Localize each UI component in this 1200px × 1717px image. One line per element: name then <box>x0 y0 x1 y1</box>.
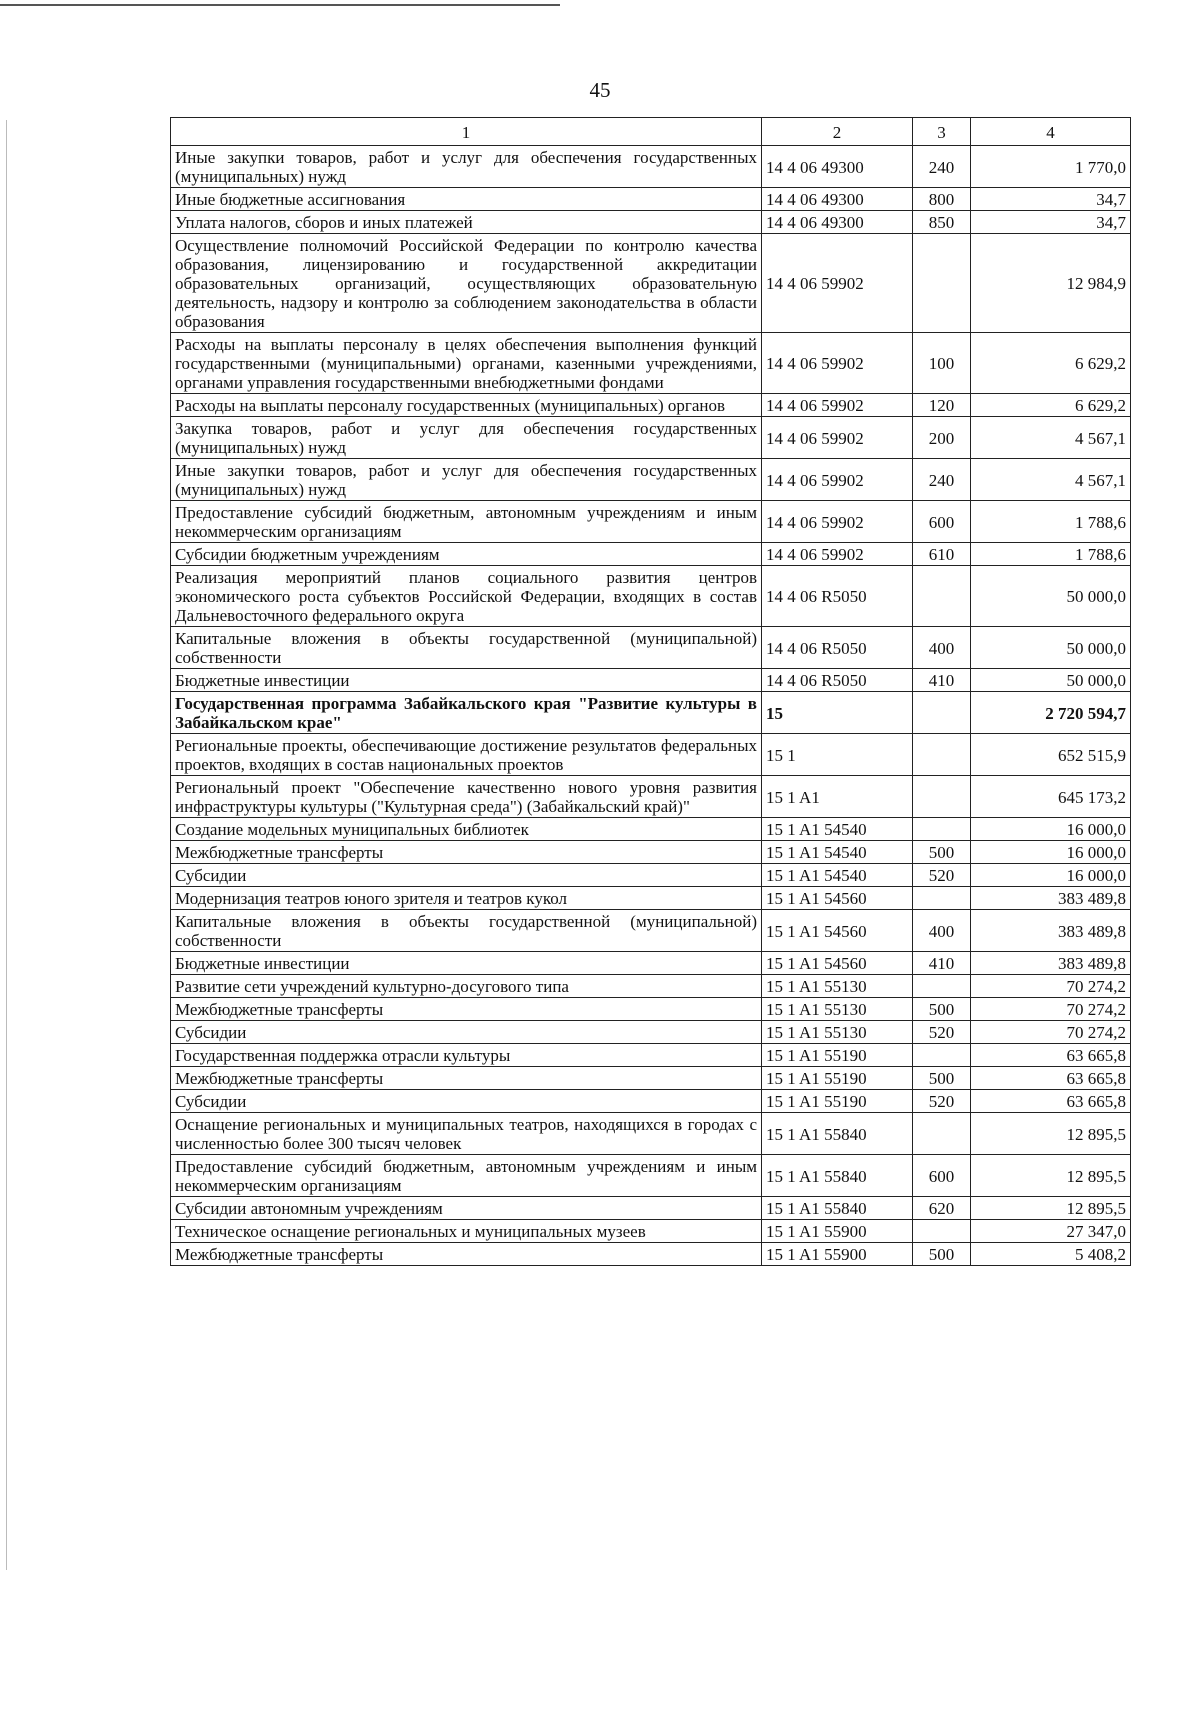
page-number: 45 <box>589 78 611 102</box>
table-row <box>171 1113 1131 1155</box>
row-code-cell: 15 1 A1 <box>762 776 913 818</box>
row-name-cell: Закупка товаров, работ и услуг для обеспечения государственных (муниципальных) нужд <box>171 417 762 459</box>
table-row <box>171 501 1131 543</box>
table-row <box>171 669 1131 692</box>
row-amount-cell: 70 274,2 <box>971 1021 1131 1044</box>
row-code-cell: 14 4 06 49300 <box>762 211 913 234</box>
row-type-cell: 520 <box>913 864 971 887</box>
table-row <box>171 864 1131 887</box>
row-name-cell: Оснащение региональных и муниципальных театров, находящихся в городах с численностью более 300 тысяч человек <box>171 1113 762 1155</box>
row-amount-cell: 70 274,2 <box>971 975 1131 998</box>
row-name-cell: Реализация мероприятий планов социального развития центров экономического роста субъектов Российской Федерации, входящих в состав Дальневосточного федерального округа <box>171 566 762 627</box>
row-name-cell: Модернизация театров юного зрителя и театров кукол <box>171 887 762 910</box>
row-name-cell: Субсидии автономным учреждениям <box>171 1197 762 1220</box>
row-name-cell: Расходы на выплаты персоналу государственных (муниципальных) органов <box>171 394 762 417</box>
table-row <box>171 459 1131 501</box>
table-row <box>171 841 1131 864</box>
row-code-cell: 14 4 06 49300 <box>762 146 913 188</box>
table-row <box>171 1220 1131 1243</box>
row-amount-cell: 1 770,0 <box>971 146 1131 188</box>
row-type-cell: 520 <box>913 1021 971 1044</box>
column-header-code: 2 <box>762 118 913 146</box>
row-amount-cell: 12 984,9 <box>971 234 1131 333</box>
row-code-cell: 15 1 <box>762 734 913 776</box>
row-amount-cell: 4 567,1 <box>971 459 1131 501</box>
row-code-cell: 14 4 06 R5050 <box>762 566 913 627</box>
row-name-cell: Осуществление полномочий Российской Федерации по контролю качества образования, лицензированию и государственной аккредитации образовательных организаций, осуществляющих образовательную деятельность, надзору и контролю за соблюдением законодательства в области образования <box>171 234 762 333</box>
row-type-cell: 200 <box>913 417 971 459</box>
row-amount-cell: 63 665,8 <box>971 1067 1131 1090</box>
row-type-cell: 600 <box>913 501 971 543</box>
row-amount-cell: 34,7 <box>971 188 1131 211</box>
row-code-cell: 15 1 A1 55130 <box>762 998 913 1021</box>
row-name-cell: Межбюджетные трансферты <box>171 998 762 1021</box>
table-row <box>171 211 1131 234</box>
row-amount-cell: 1 788,6 <box>971 543 1131 566</box>
row-code-cell: 15 1 A1 55190 <box>762 1044 913 1067</box>
row-code-cell: 15 <box>762 692 913 734</box>
row-type-cell <box>913 776 971 818</box>
row-type-cell <box>913 734 971 776</box>
row-name-cell: Субсидии <box>171 1090 762 1113</box>
row-amount-cell: 34,7 <box>971 211 1131 234</box>
row-code-cell: 14 4 06 59902 <box>762 417 913 459</box>
row-type-cell: 800 <box>913 188 971 211</box>
row-code-cell: 15 1 A1 55130 <box>762 975 913 998</box>
row-type-cell: 520 <box>913 1090 971 1113</box>
row-amount-cell: 16 000,0 <box>971 864 1131 887</box>
row-code-cell: 15 1 A1 55840 <box>762 1197 913 1220</box>
row-name-cell: Иные закупки товаров, работ и услуг для обеспечения государственных (муниципальных) нужд <box>171 146 762 188</box>
row-type-cell: 610 <box>913 543 971 566</box>
row-name-cell: Предоставление субсидий бюджетным, автономным учреждениям и иным некоммерческим организациям <box>171 1155 762 1197</box>
row-amount-cell: 1 788,6 <box>971 501 1131 543</box>
row-code-cell: 15 1 A1 55900 <box>762 1243 913 1266</box>
row-type-cell: 500 <box>913 841 971 864</box>
row-amount-cell: 2 720 594,7 <box>971 692 1131 734</box>
row-code-cell: 14 4 06 R5050 <box>762 627 913 669</box>
row-name-cell: Техническое оснащение региональных и муниципальных музеев <box>171 1220 762 1243</box>
row-type-cell: 240 <box>913 146 971 188</box>
row-amount-cell: 383 489,8 <box>971 910 1131 952</box>
table-row <box>171 692 1131 734</box>
table-row <box>171 333 1131 394</box>
table-row <box>171 394 1131 417</box>
table-row <box>171 566 1131 627</box>
column-header-name: 1 <box>171 118 762 146</box>
row-amount-cell: 12 895,5 <box>971 1197 1131 1220</box>
row-code-cell: 15 1 A1 54540 <box>762 818 913 841</box>
scan-edge-line <box>0 4 560 6</box>
row-code-cell: 15 1 A1 54560 <box>762 887 913 910</box>
row-code-cell: 14 4 06 59902 <box>762 333 913 394</box>
row-amount-cell: 5 408,2 <box>971 1243 1131 1266</box>
row-name-cell: Предоставление субсидий бюджетным, автономным учреждениям и иным некоммерческим организациям <box>171 501 762 543</box>
row-type-cell: 500 <box>913 1067 971 1090</box>
scan-margin-line <box>6 120 7 1570</box>
table-row <box>171 1090 1131 1113</box>
table-row <box>171 188 1131 211</box>
row-name-cell: Развитие сети учреждений культурно-досугового типа <box>171 975 762 998</box>
row-name-cell: Субсидии <box>171 864 762 887</box>
table-row <box>171 818 1131 841</box>
table-row <box>171 627 1131 669</box>
row-type-cell: 120 <box>913 394 971 417</box>
table-row <box>171 543 1131 566</box>
row-code-cell: 14 4 06 49300 <box>762 188 913 211</box>
row-amount-cell: 50 000,0 <box>971 669 1131 692</box>
row-amount-cell: 16 000,0 <box>971 818 1131 841</box>
row-amount-cell: 645 173,2 <box>971 776 1131 818</box>
row-name-cell: Бюджетные инвестиции <box>171 669 762 692</box>
table-row <box>171 998 1131 1021</box>
table-row <box>171 952 1131 975</box>
budget-table <box>170 117 1131 1266</box>
row-code-cell: 14 4 06 59902 <box>762 501 913 543</box>
row-code-cell: 14 4 06 R5050 <box>762 669 913 692</box>
table-body <box>171 146 1131 1266</box>
row-amount-cell: 4 567,1 <box>971 417 1131 459</box>
row-code-cell: 14 4 06 59902 <box>762 394 913 417</box>
table-row <box>171 146 1131 188</box>
row-type-cell <box>913 234 971 333</box>
row-type-cell: 100 <box>913 333 971 394</box>
row-type-cell: 400 <box>913 627 971 669</box>
row-code-cell: 15 1 A1 55840 <box>762 1113 913 1155</box>
column-header-amount: 4 <box>971 118 1131 146</box>
row-type-cell <box>913 818 971 841</box>
row-type-cell <box>913 692 971 734</box>
row-type-cell: 850 <box>913 211 971 234</box>
row-name-cell: Капитальные вложения в объекты государственной (муниципальной) собственности <box>171 627 762 669</box>
row-name-cell: Создание модельных муниципальных библиотек <box>171 818 762 841</box>
row-amount-cell: 12 895,5 <box>971 1113 1131 1155</box>
table-row <box>171 1067 1131 1090</box>
row-amount-cell: 12 895,5 <box>971 1155 1131 1197</box>
row-code-cell: 15 1 A1 55130 <box>762 1021 913 1044</box>
row-type-cell: 240 <box>913 459 971 501</box>
row-amount-cell: 50 000,0 <box>971 627 1131 669</box>
row-amount-cell: 383 489,8 <box>971 887 1131 910</box>
row-code-cell: 15 1 A1 54540 <box>762 864 913 887</box>
row-code-cell: 15 1 A1 54560 <box>762 952 913 975</box>
row-amount-cell: 6 629,2 <box>971 333 1131 394</box>
row-name-cell: Региональный проект "Обеспечение качественно нового уровня развития инфраструктуры культуры ("Культурная среда") (Забайкальский край)" <box>171 776 762 818</box>
row-amount-cell: 27 347,0 <box>971 1220 1131 1243</box>
row-type-cell <box>913 1113 971 1155</box>
row-code-cell: 14 4 06 59902 <box>762 459 913 501</box>
row-name-cell: Расходы на выплаты персоналу в целях обеспечения выполнения функций государственными (муниципальными) органами, казенными учреждениями, органами управления государственными внебюджетными фондами <box>171 333 762 394</box>
row-code-cell: 15 1 A1 55900 <box>762 1220 913 1243</box>
row-name-cell: Государственная поддержка отрасли культуры <box>171 1044 762 1067</box>
table-row <box>171 734 1131 776</box>
row-amount-cell: 63 665,8 <box>971 1090 1131 1113</box>
row-name-cell: Иные бюджетные ассигнования <box>171 188 762 211</box>
table-row <box>171 776 1131 818</box>
table-row <box>171 234 1131 333</box>
column-header-type: 3 <box>913 118 971 146</box>
row-code-cell: 14 4 06 59902 <box>762 543 913 566</box>
row-type-cell: 620 <box>913 1197 971 1220</box>
row-code-cell: 14 4 06 59902 <box>762 234 913 333</box>
row-name-cell: Субсидии бюджетным учреждениям <box>171 543 762 566</box>
row-name-cell: Межбюджетные трансферты <box>171 1243 762 1266</box>
row-name-cell: Уплата налогов, сборов и иных платежей <box>171 211 762 234</box>
row-name-cell: Бюджетные инвестиции <box>171 952 762 975</box>
row-type-cell: 500 <box>913 998 971 1021</box>
row-type-cell <box>913 1220 971 1243</box>
row-name-cell: Капитальные вложения в объекты государственной (муниципальной) собственности <box>171 910 762 952</box>
row-name-cell: Межбюджетные трансферты <box>171 841 762 864</box>
header-row <box>171 118 1131 146</box>
table-row <box>171 1243 1131 1266</box>
row-name-cell: Государственная программа Забайкальского края "Развитие культуры в Забайкальском крае" <box>171 692 762 734</box>
table-row <box>171 1197 1131 1220</box>
row-type-cell <box>913 887 971 910</box>
row-code-cell: 15 1 A1 55190 <box>762 1090 913 1113</box>
row-name-cell: Иные закупки товаров, работ и услуг для обеспечения государственных (муниципальных) нужд <box>171 459 762 501</box>
row-amount-cell: 63 665,8 <box>971 1044 1131 1067</box>
row-type-cell: 600 <box>913 1155 971 1197</box>
table-row <box>171 1044 1131 1067</box>
table-row <box>171 887 1131 910</box>
row-type-cell: 400 <box>913 910 971 952</box>
row-amount-cell: 383 489,8 <box>971 952 1131 975</box>
row-type-cell: 410 <box>913 669 971 692</box>
table-row <box>171 417 1131 459</box>
row-name-cell: Субсидии <box>171 1021 762 1044</box>
row-type-cell <box>913 566 971 627</box>
row-name-cell: Межбюджетные трансферты <box>171 1067 762 1090</box>
table-row <box>171 975 1131 998</box>
row-amount-cell: 6 629,2 <box>971 394 1131 417</box>
row-amount-cell: 16 000,0 <box>971 841 1131 864</box>
row-type-cell <box>913 975 971 998</box>
row-type-cell <box>913 1044 971 1067</box>
row-type-cell: 500 <box>913 1243 971 1266</box>
table-row <box>171 1021 1131 1044</box>
table-row <box>171 910 1131 952</box>
row-amount-cell: 70 274,2 <box>971 998 1131 1021</box>
row-amount-cell: 50 000,0 <box>971 566 1131 627</box>
row-amount-cell: 652 515,9 <box>971 734 1131 776</box>
row-code-cell: 15 1 A1 55840 <box>762 1155 913 1197</box>
row-code-cell: 15 1 A1 55190 <box>762 1067 913 1090</box>
row-code-cell: 15 1 A1 54560 <box>762 910 913 952</box>
row-type-cell: 410 <box>913 952 971 975</box>
row-name-cell: Региональные проекты, обеспечивающие достижение результатов федеральных проектов, входящих в состав национальных проектов <box>171 734 762 776</box>
table-row <box>171 1155 1131 1197</box>
row-code-cell: 15 1 A1 54540 <box>762 841 913 864</box>
